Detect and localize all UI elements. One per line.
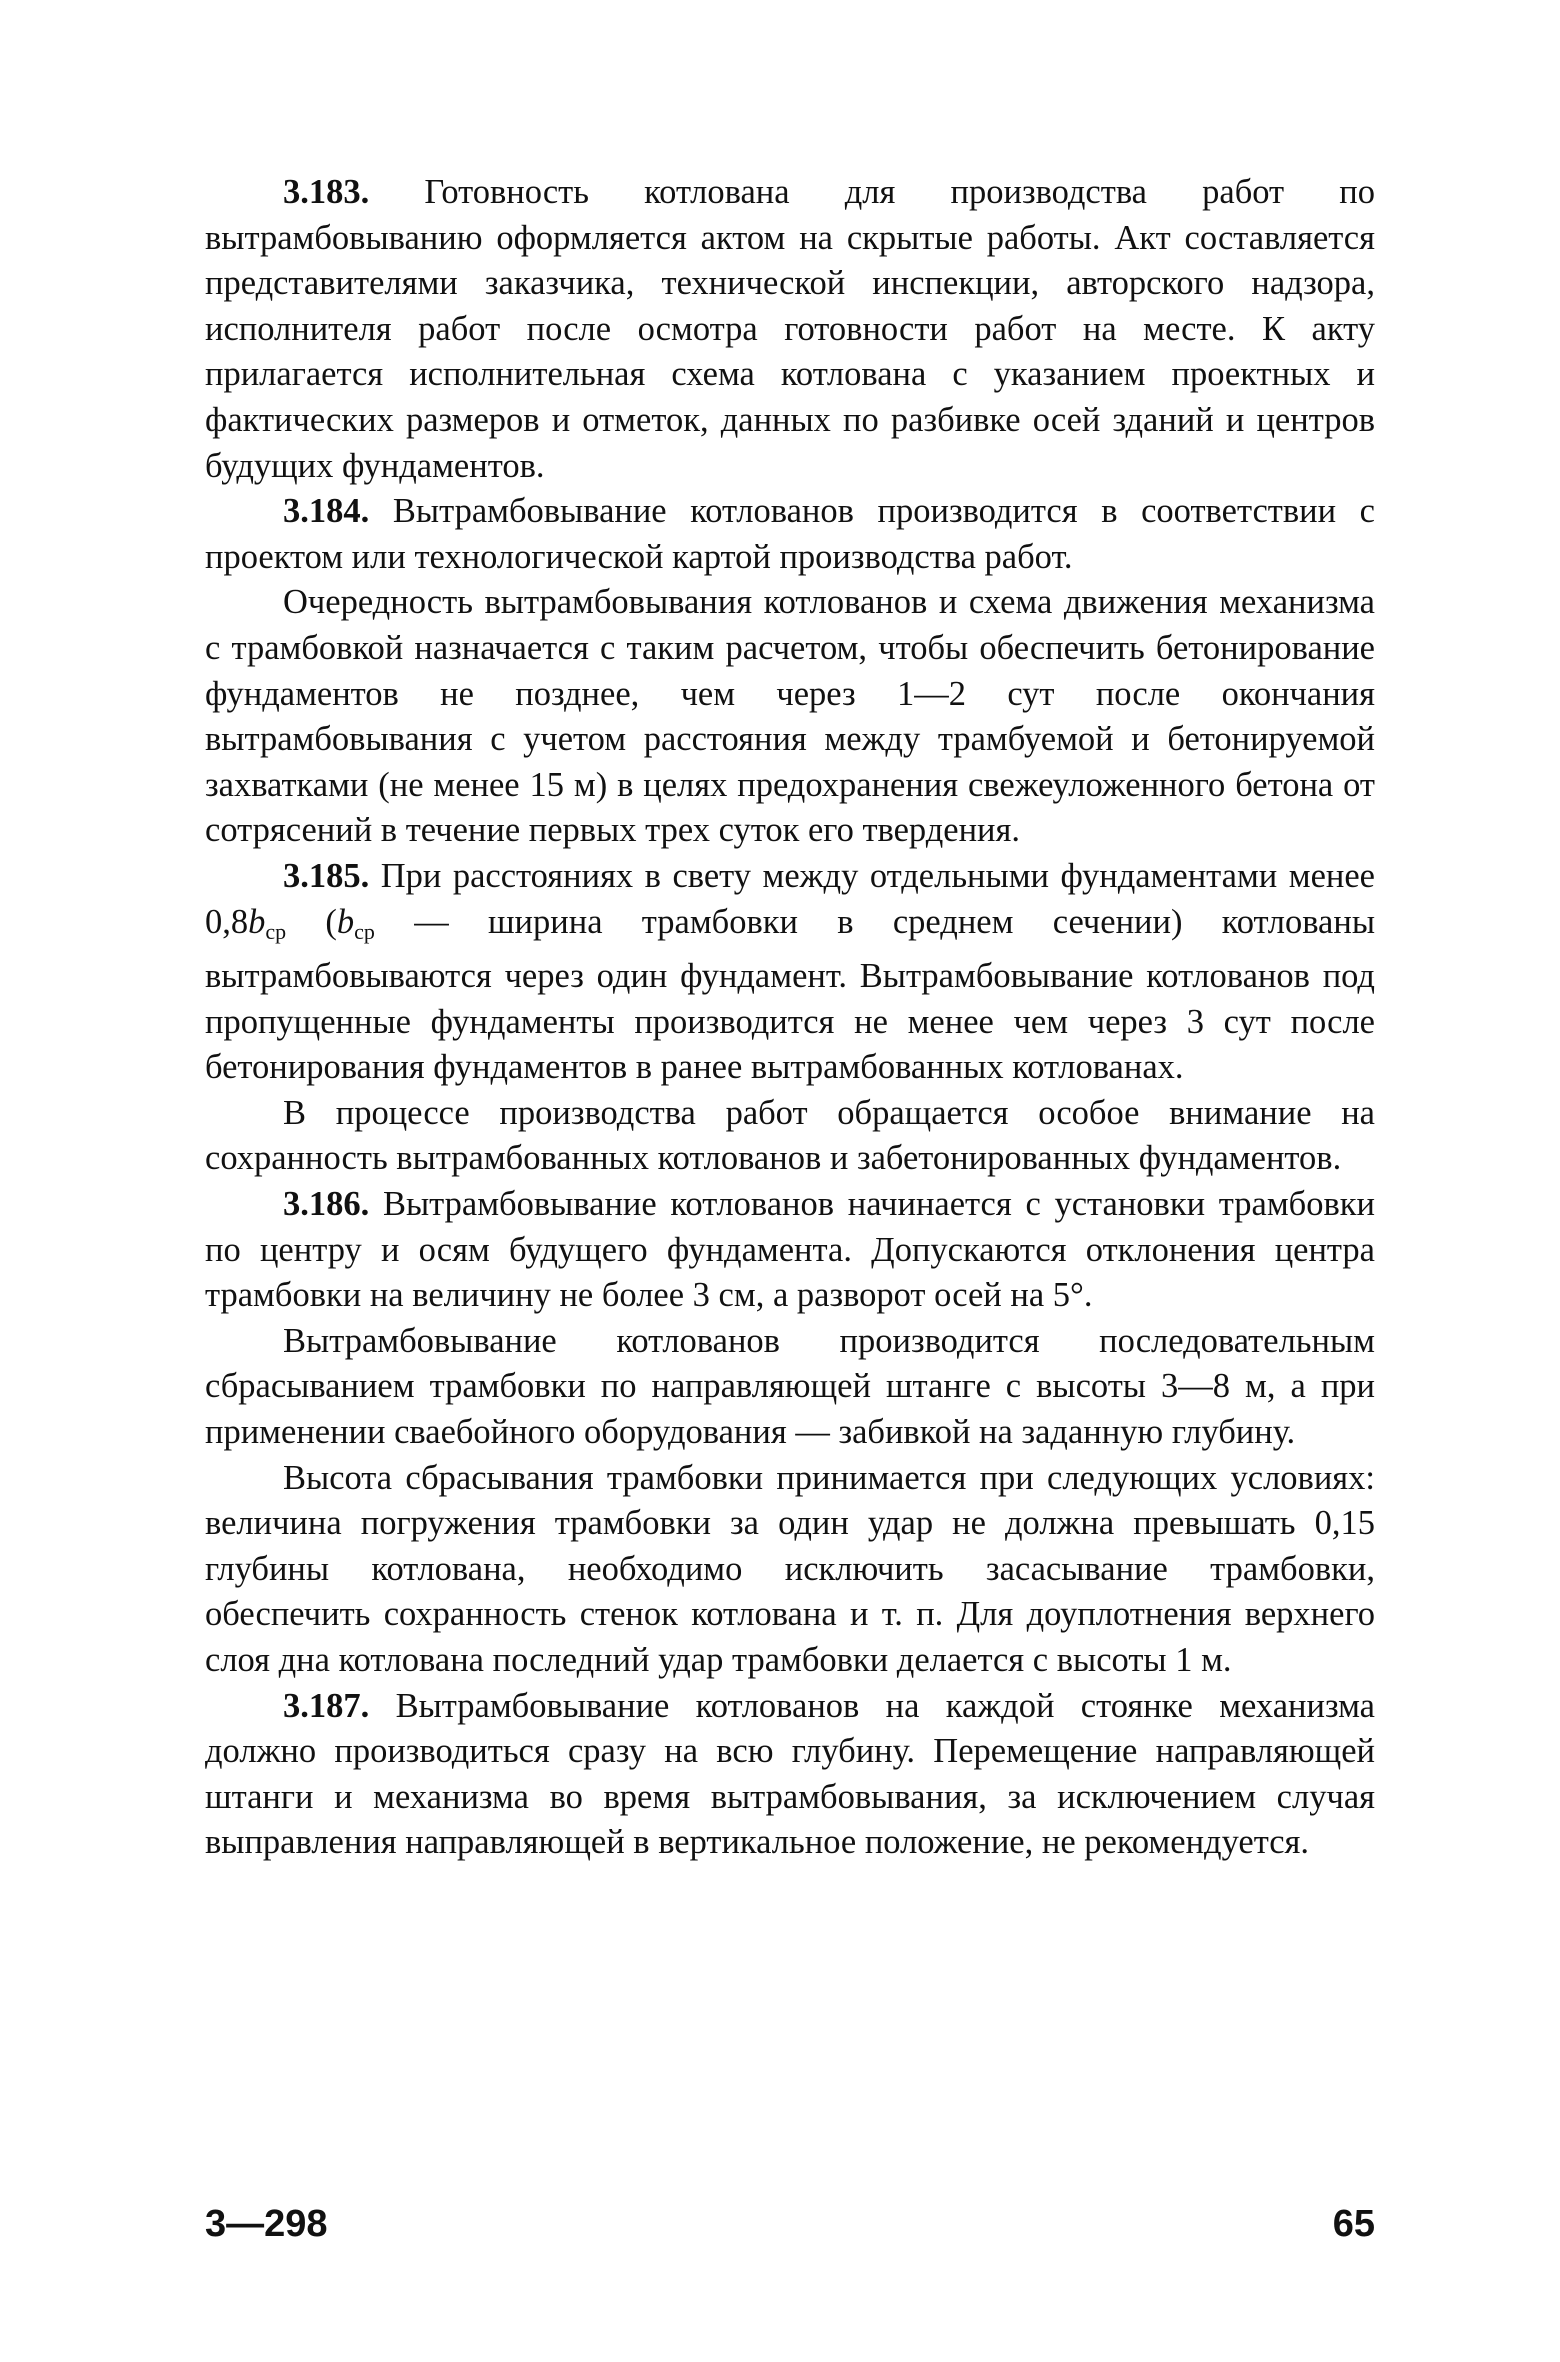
symbol-b: b <box>248 902 266 941</box>
page-number: 65 <box>1332 2203 1375 2245</box>
paragraph-text: ( <box>286 902 337 941</box>
paragraph-3-185 <box>205 854 1375 1091</box>
symbol-subscript: ср <box>354 918 375 944</box>
printer-signature: 3—298 <box>205 2203 328 2245</box>
paragraph-text: — ширина трамбовки в среднем сечении) котлованы вытрамбовываются через один фундамент. Вытрамбовывание котлованов под пропущенные фундаменты производится не менее чем через 3 сут после бетонирования фундаментов в ранее вытрамбованных котлованах. <box>205 902 1375 1087</box>
section-number: 3.187. <box>283 1686 370 1725</box>
symbol-b: b <box>336 902 355 941</box>
paragraph-text: Готовность котлована для производства работ по вытрамбовыванию оформляется актом на скрытые работы. Акт составляется представителями заказчика, технической инспекции, авторского надзора, исполнителя работ после осмотра готовности работ на месте. К акту прилагается исполнительная схема котлована с указанием проектных и фактических размеров и отметок, данных по разбивке осей зданий и центров будущих фундаментов. <box>205 173 1375 485</box>
section-number: 3.185. <box>283 856 370 895</box>
paragraph-3-185-continued: В процессе производства работ обращается особое внимание на сохранность вытрамбованных котлованов и забетонированных фундаментов. <box>205 1093 1375 1178</box>
section-number: 3.186. <box>283 1185 370 1224</box>
page-footer <box>205 2203 1375 2253</box>
paragraph-3-183 <box>205 170 1375 489</box>
paragraph-text: При расстояниях в свету между отдельными фундаментами менее 0,8 <box>205 856 1375 941</box>
paragraph-3-184-continued: Очередность вытрамбовывания котлованов и схема движения механизма с трамбовкой назначается с таким расчетом, чтобы обеспечить бетонирование фундаментов не позднее, чем через 1—2 сут после окончания вытрамбовывания с учетом расстояния между трамбуемой и бетонируемой захватками (не менее 15 м) в целях предохранения свежеуложенного бетона от сотрясений в течение первых трех суток его твердения. <box>205 583 1375 850</box>
paragraph-text: Вытрамбовывание котлованов производится в соответствии с проектом или технологической картой производства работ. <box>205 492 1375 576</box>
paragraph-text: Вытрамбовывание котлованов на каждой стоянке механизма должно производиться сразу на всю глубину. Перемещение направляющей штанги и механизма во время вытрамбовывания, за исключением случая выправления направляющей в вертикальное положение, не рекомендуется. <box>205 1686 1375 1862</box>
paragraph-3-186-continued: Вытрамбовывание котлованов производится последовательным сбрасыванием трамбовки по направляющей штанге с высоты 3—8 м, а при применении сваебойного оборудования — забивкой на заданную глубину. <box>205 1321 1375 1452</box>
paragraph-3-187 <box>205 1684 1375 1866</box>
section-number: 3.184. <box>283 492 370 531</box>
section-number: 3.183. <box>283 173 370 211</box>
paragraph-3-186-continued-2: Высота сбрасывания трамбовки принимается при следующих условиях: величина погружения трамбовки за один удар не должна превышать 0,15 глубины котлована, необходимо исключить засасывание трамбовки, обеспечить сохранность стенок котлована и т. п. Для доуплотнения верхнего слоя дна котлована последний удар трамбовки делается с высоты 1 м. <box>205 1458 1375 1679</box>
document-page <box>205 170 1375 1866</box>
paragraph-3-186 <box>205 1182 1375 1319</box>
symbol-subscript: ср <box>265 918 287 944</box>
paragraph-3-184 <box>205 489 1375 580</box>
paragraph-text: Вытрамбовывание котлованов начинается с установки трамбовки по центру и осям будущего фундамента. Допускаются отклонения центра трамбовки на величину не более 3 см, а разворот осей на 5°. <box>205 1185 1375 1315</box>
